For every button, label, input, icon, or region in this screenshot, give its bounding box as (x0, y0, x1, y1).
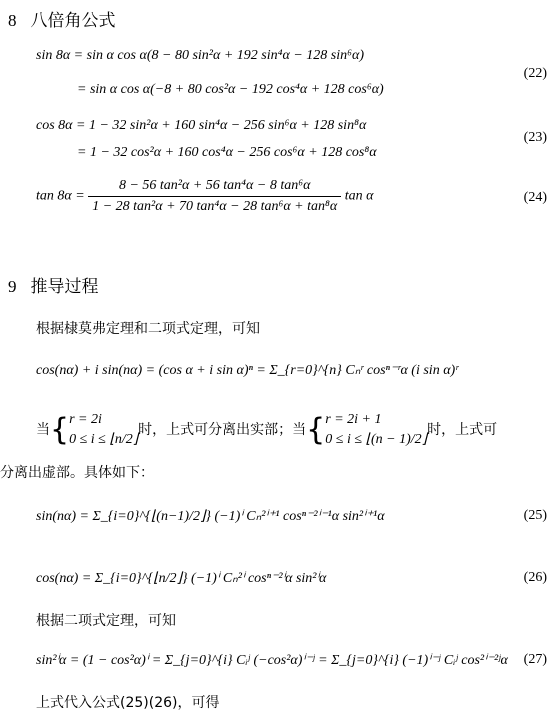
paragraph-substitute: 上式代入公式(25)(26)，可得 (36, 695, 220, 711)
equation-23-line2: = 1 − 32 cos²α + 160 cos⁴α − 256 cos⁶α + 128 cos⁸α (77, 145, 377, 160)
case-set-real (69, 410, 138, 450)
case-set-imag (325, 410, 427, 450)
equation-number-22: (22) (523, 66, 547, 81)
section-number: 9 (8, 277, 17, 296)
equation-number-26: (26) (523, 570, 547, 585)
case-imag-range: 0 ≤ i ≤ ⌊(n − 1)/2⌋ (325, 432, 428, 447)
case-real-range: 0 ≤ i ≤ ⌊n/2⌋ (69, 432, 139, 447)
equation-25: sin(nα) = Σ_{i=0}^{⌊(n−1)/2⌋} (−1)ⁱ Cₙ²ⁱ⁺¹ cosⁿ⁻²ⁱ⁻¹α sin²ⁱ⁺¹α (36, 509, 385, 524)
equation-24 (36, 178, 373, 215)
left-brace: { (306, 412, 326, 448)
paragraph-cases (36, 410, 497, 450)
equation-22-line2: = sin α cos α(−8 + 80 cos²α − 192 cos⁴α + 128 cos⁶α) (77, 82, 384, 97)
equation-24-denominator: 1 − 28 tan²α + 70 tan⁴α − 28 tan⁶α + tan⁸α (92, 199, 338, 214)
equation-22-line1: sin 8α = sin α cos α(8 − 80 sin²α + 192 sin⁴α − 128 sin⁶α) (36, 48, 364, 63)
section-heading-8 (8, 6, 116, 31)
section-title: 推导过程 (30, 277, 99, 297)
text-when: 当 (36, 422, 50, 438)
paragraph-imag-part: 分离出虚部。具体如下： (0, 465, 154, 481)
paragraph-binomial-intro: 根据二项式定理，可知 (36, 613, 176, 629)
left-brace: { (50, 412, 70, 448)
text-can: 时，上式可 (427, 422, 498, 438)
equation-24-lhs: tan 8α = (36, 188, 85, 204)
equation-number-25: (25) (523, 508, 547, 523)
equation-26: cos(nα) = Σ_{i=0}^{⌊n/2⌋} (−1)ⁱ Cₙ²ⁱ cosⁿ⁻²ⁱα sin²ⁱα (36, 571, 327, 586)
equation-24-fraction (88, 178, 341, 215)
section-number: 8 (8, 11, 17, 30)
case-imag-r: r = 2i + 1 (325, 412, 382, 427)
equation-23-line1: cos 8α = 1 − 32 sin²α + 160 sin⁴α − 256 sin⁶α + 128 sin⁸α (36, 118, 367, 133)
section-title: 八倍角公式 (30, 11, 116, 31)
paragraph-demoivre-intro: 根据棣莫弗定理和二项式定理，可知 (36, 321, 260, 337)
equation-27: sin²ⁱα = (1 − cos²α)ⁱ = Σ_{j=0}^{i} Cᵢʲ (−cos²α)ⁱ⁻ʲ = Σ_{j=0}^{i} (−1)ⁱ⁻ʲ Cᵢʲ cos²ⁱ⁻²ʲα (36, 653, 508, 668)
equation-number-23: (23) (523, 130, 547, 145)
section-heading-9 (8, 272, 99, 297)
case-real-r: r = 2i (69, 412, 102, 427)
equation-24-rhs: tan α (344, 188, 374, 204)
equation-24-numerator: 8 − 56 tan²α + 56 tan⁴α − 8 tan⁶α (88, 178, 341, 197)
text-real-part: 时，上式可分离出实部；当 (138, 422, 307, 438)
equation-number-27: (27) (523, 652, 547, 667)
equation-demoivre: cos(nα) + i sin(nα) = (cos α + i sin α)ⁿ = Σ_{r=0}^{n} Cₙʳ cosⁿ⁻ʳα (i sin α)ʳ (36, 363, 459, 378)
equation-number-24: (24) (523, 190, 547, 205)
